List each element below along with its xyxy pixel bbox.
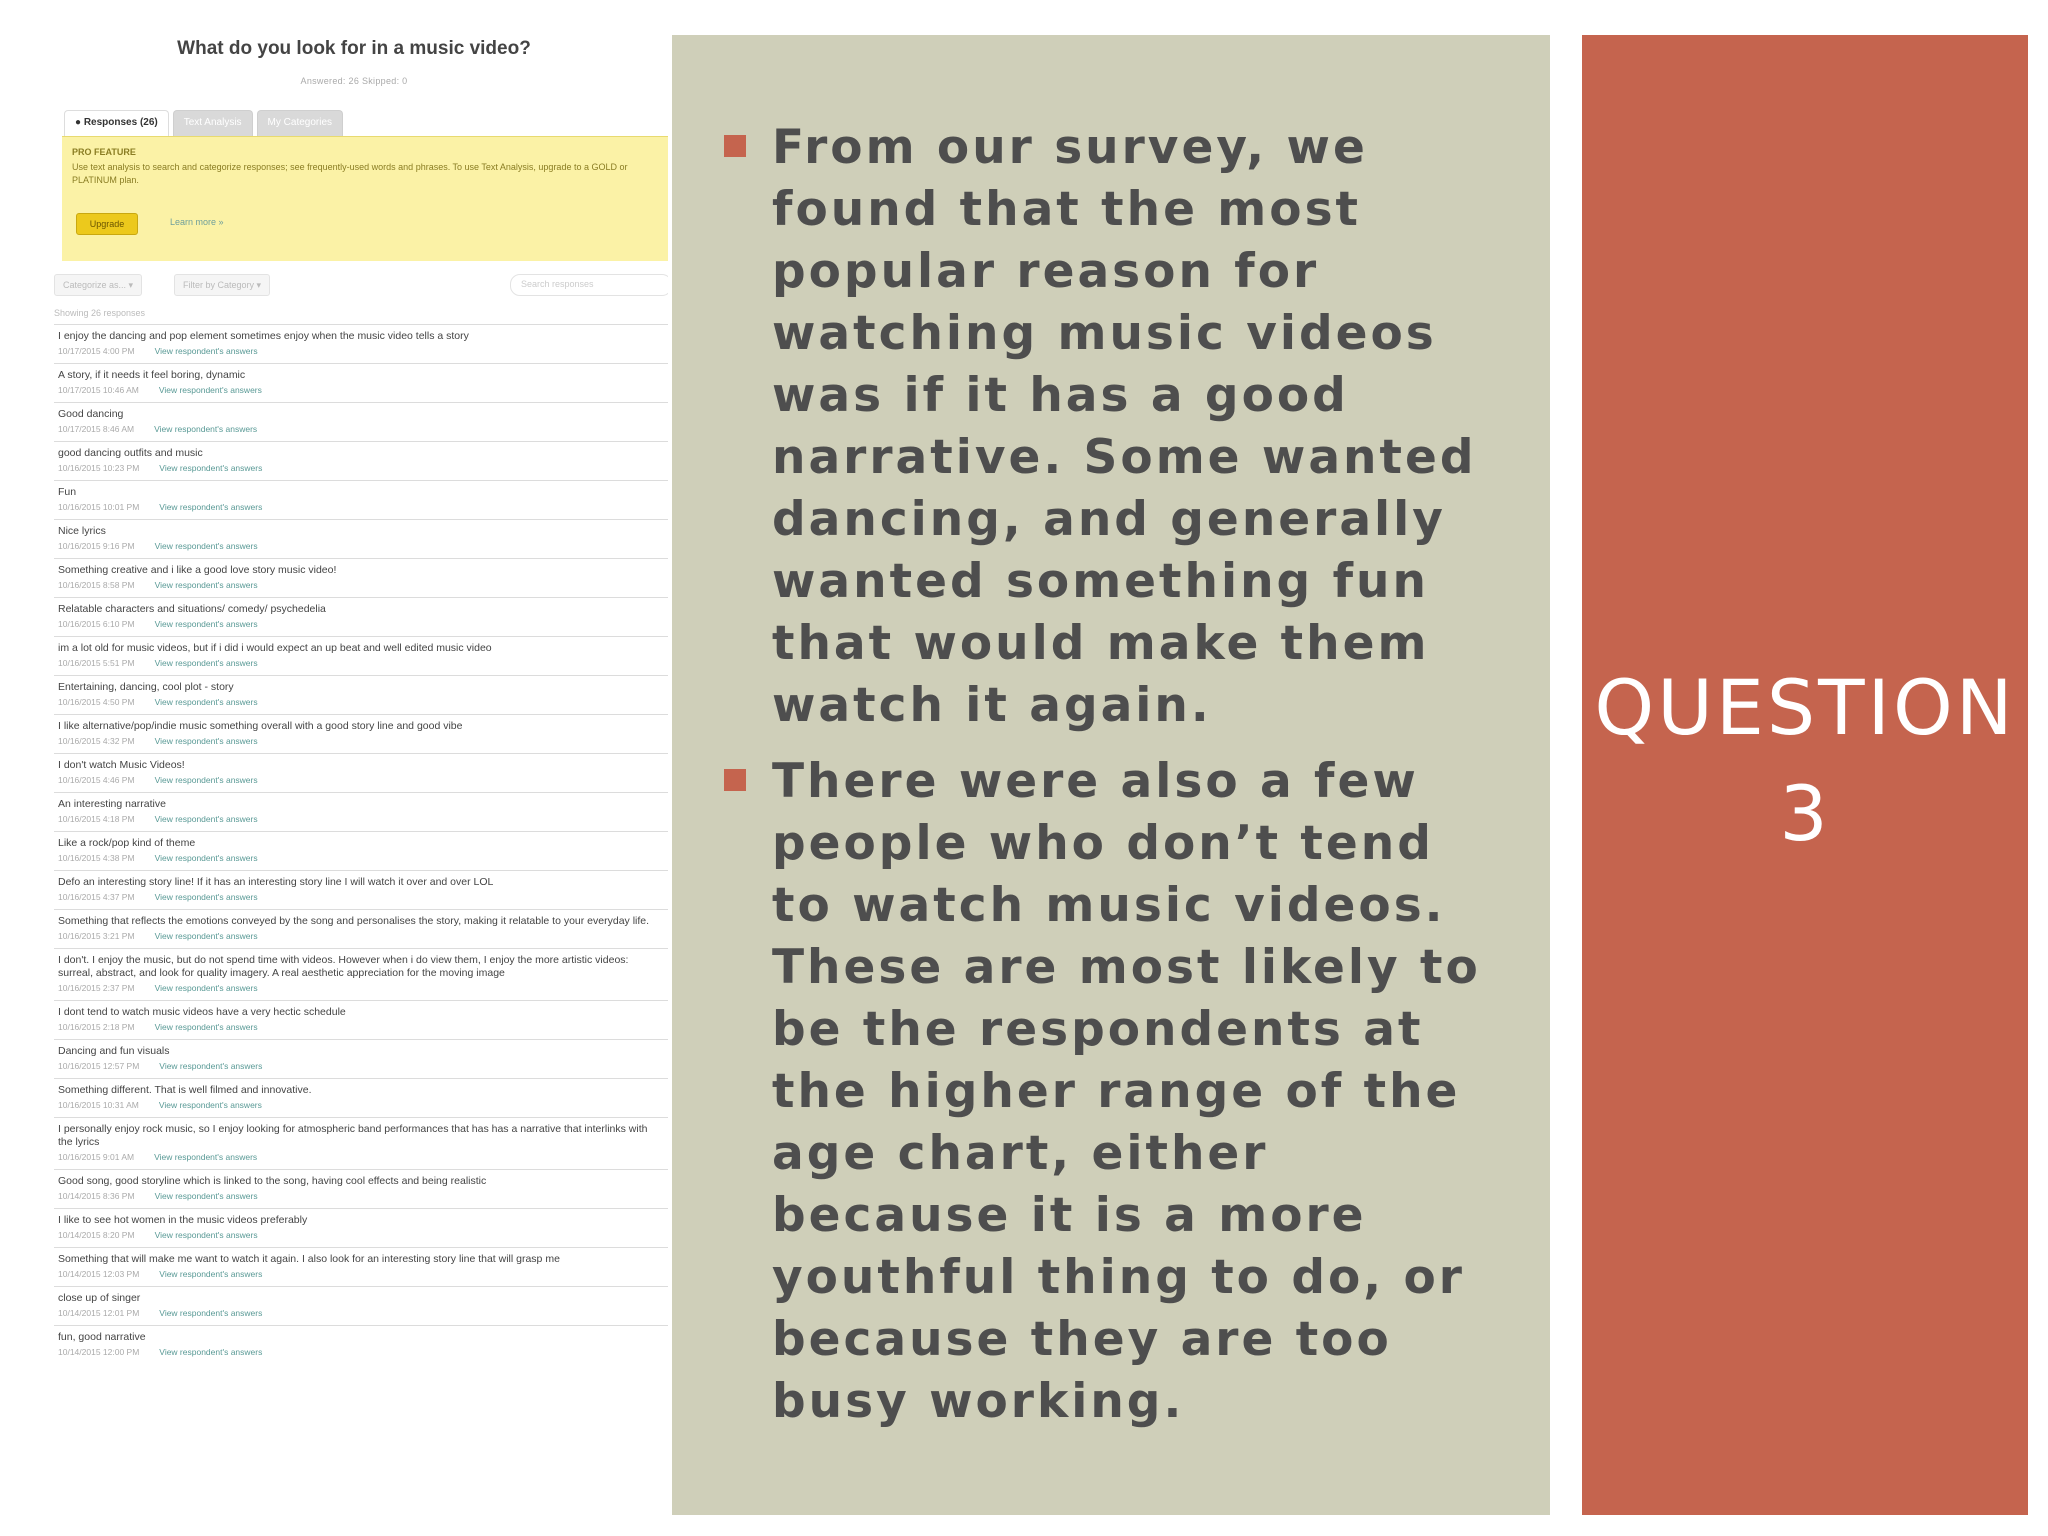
response-meta [58,1346,664,1358]
response-text: Good dancing [58,408,124,420]
response-row [54,324,668,363]
response-row [54,1247,668,1286]
response-meta [58,1060,664,1072]
response-row [54,597,668,636]
view-respondent-link[interactable]: View respondent's answers [154,931,258,941]
response-row [54,363,668,402]
view-respondent-link[interactable]: View respondent's answers [159,1269,263,1279]
view-respondent-link[interactable]: View respondent's answers [154,1152,258,1162]
view-respondent-link[interactable]: View respondent's answers [154,424,258,434]
bullet-square-icon [724,769,746,791]
response-row [54,1325,668,1364]
response-text: close up of singer [58,1292,141,1304]
slide-title: QUESTION 3 [1594,663,2016,858]
response-meta [58,891,664,903]
response-row [54,1000,668,1039]
survey-tabs [64,110,343,136]
response-meta [58,696,664,708]
response-text: I personally enjoy rock music, so I enjoy looking for atmospheric band performances that has has a narrative that interlinks with the lyrics [58,1123,648,1148]
response-row [54,831,668,870]
response-meta [58,774,664,786]
response-meta [58,735,664,747]
view-respondent-link[interactable]: View respondent's answers [159,1061,263,1071]
pro-feature-banner [62,136,668,261]
view-respondent-link[interactable]: View respondent's answers [159,1308,263,1318]
view-respondent-link[interactable]: View respondent's answers [158,1100,262,1110]
response-text: Something that will make me want to watch it again. I also look for an interesting story line that will grasp me [58,1253,560,1265]
response-date: 10/14/2015 12:00 PM [58,1347,140,1357]
response-row [54,870,668,909]
response-meta [58,813,664,825]
response-row [54,636,668,675]
response-text: I don't. I enjoy the music, but do not spend time with videos. However when i do view them, I enjoy the more artistic videos: surreal, abstract, and look for quality imagery. A real aesthetic appreciation for the moving image [58,954,629,979]
view-respondent-link[interactable]: View respondent's answers [154,697,258,707]
tab-my-categories[interactable]: My Categories [257,110,343,136]
response-date: 10/16/2015 4:32 PM [58,736,135,746]
view-respondent-link[interactable]: View respondent's answers [154,1022,258,1032]
response-row [54,441,668,480]
view-respondent-link[interactable]: View respondent's answers [159,463,263,473]
response-text: fun, good narrative [58,1331,146,1343]
title-panel [1582,35,2028,1515]
response-date: 10/16/2015 10:31 AM [58,1100,139,1110]
response-meta [58,1307,664,1319]
response-date: 10/14/2015 8:20 PM [58,1230,135,1240]
response-date: 10/16/2015 4:38 PM [58,853,135,863]
bullet-list [772,117,1532,1447]
response-date: 10/16/2015 4:18 PM [58,814,135,824]
view-respondent-link[interactable]: View respondent's answers [154,1230,258,1240]
response-text: Defo an interesting story line! If it has an interesting story line I will watch it over and over LOL [58,876,494,888]
response-date: 10/16/2015 10:01 PM [58,502,140,512]
response-text: I enjoy the dancing and pop element sometimes enjoy when the music video tells a story [58,330,469,342]
view-respondent-link[interactable]: View respondent's answers [159,502,263,512]
response-row [54,792,668,831]
response-date: 10/16/2015 8:58 PM [58,580,135,590]
response-meta [58,579,664,591]
response-row [54,714,668,753]
response-meta [58,1268,664,1280]
view-respondent-link[interactable]: View respondent's answers [154,983,258,993]
response-date: 10/17/2015 4:00 PM [58,346,135,356]
view-respondent-link[interactable]: View respondent's answers [154,541,258,551]
response-meta [58,462,664,474]
response-meta [58,982,664,994]
response-row [54,753,668,792]
view-respondent-link[interactable]: View respondent's answers [154,736,258,746]
response-meta [58,1151,664,1163]
tab-text-analysis[interactable]: Text Analysis [173,110,253,136]
survey-screenshot [40,30,668,1510]
response-date: 10/16/2015 4:37 PM [58,892,135,902]
pro-feature-label: PRO FEATURE [72,147,136,157]
response-date: 10/16/2015 2:37 PM [58,983,135,993]
response-date: 10/17/2015 10:46 AM [58,385,139,395]
filter-by-category-dropdown[interactable]: Filter by Category ▾ [174,274,270,296]
response-date: 10/16/2015 4:46 PM [58,775,135,785]
view-respondent-link[interactable]: View respondent's answers [154,814,258,824]
response-meta [58,852,664,864]
search-placeholder: Search responses [521,279,594,289]
response-date: 10/16/2015 9:16 PM [58,541,135,551]
pro-feature-text: Use text analysis to search and categorize responses; see frequently-used words and phrases. To use Text Analysis, upgrade to a GOLD or PLATINUM plan. [72,162,628,185]
response-date: 10/16/2015 12:57 PM [58,1061,140,1071]
response-row [54,1286,668,1325]
response-text: Nice lyrics [58,525,106,537]
response-row [54,1208,668,1247]
response-text: I like to see hot women in the music videos preferably [58,1214,308,1226]
response-date: 10/16/2015 10:23 PM [58,463,140,473]
tab-responses[interactable]: ● Responses (26) [64,110,169,136]
response-text: Good song, good storyline which is linked to the song, having cool effects and being realistic [58,1175,487,1187]
content-panel [672,35,1550,1515]
view-respondent-link[interactable]: View respondent's answers [154,853,258,863]
response-date: 10/16/2015 4:50 PM [58,697,135,707]
bullet-square-icon [724,135,746,157]
response-text: Like a rock/pop kind of theme [58,837,196,849]
response-text: I like alternative/pop/indie music something overall with a good story line and good vibe [58,720,463,732]
upgrade-button[interactable]: Upgrade [76,213,138,235]
response-row [54,675,668,714]
response-row [54,909,668,948]
view-respondent-link[interactable]: View respondent's answers [154,1191,258,1201]
response-text: I don't watch Music Videos! [58,759,185,771]
response-row [54,558,668,597]
response-text: Relatable characters and situations/ comedy/ psychedelia [58,603,326,615]
response-meta [58,384,664,396]
response-meta [58,1229,664,1241]
survey-question-title: What do you look for in a music video? [177,38,531,59]
survey-stats: Answered: 26 Skipped: 0 [300,76,408,86]
response-text: Fun [58,486,77,498]
response-meta [58,657,664,669]
response-meta [58,618,664,630]
response-date: 10/16/2015 5:51 PM [58,658,135,668]
response-meta [58,345,664,357]
response-list [54,324,668,1364]
view-respondent-link[interactable]: View respondent's answers [154,619,258,629]
view-respondent-link[interactable]: View respondent's answers [154,346,258,356]
response-row [54,480,668,519]
response-text: im a lot old for music videos, but if i did i would expect an up beat and well edited music video [58,642,492,654]
bullet-item [772,117,1532,737]
view-respondent-link[interactable]: View respondent's answers [154,658,258,668]
response-text: good dancing outfits and music [58,447,203,459]
showing-count: Showing 26 responses [54,308,146,318]
response-meta [58,1190,664,1202]
bullet-text: From our survey, we found that the most popular reason for watching music videos was if it has a good narrative. Some wanted dancing, and generally wanted something fun that would make them watch it again. [772,120,1477,733]
response-row [54,1078,668,1117]
response-date: 10/14/2015 8:36 PM [58,1191,135,1201]
response-date: 10/16/2015 6:10 PM [58,619,135,629]
response-date: 10/17/2015 8:46 AM [58,424,135,434]
view-respondent-link[interactable]: View respondent's answers [159,1347,263,1357]
bullet-text: There were also a few people who don’t tend to watch music videos. These are most likely to be the respondents at the higher range of the age chart, either because it is a more youthful thing to do, or because they are too busy working. [772,754,1481,1429]
response-row [54,1117,668,1169]
response-text: Something that reflects the emotions conveyed by the song and personalises the story, making it relatable to your everyday life. [58,915,650,927]
response-text: Entertaining, dancing, cool plot - story [58,681,234,693]
search-responses-input[interactable] [510,274,668,296]
response-meta [58,1021,664,1033]
view-respondent-link[interactable]: View respondent's answers [158,385,262,395]
response-text: Something different. That is well filmed and innovative. [58,1084,312,1096]
response-meta [58,540,664,552]
learn-more-link[interactable]: Learn more » [170,217,224,227]
response-text: A story, if it needs it feel boring, dynamic [58,369,246,381]
view-respondent-link[interactable]: View respondent's answers [154,580,258,590]
response-meta [58,423,664,435]
response-date: 10/16/2015 2:18 PM [58,1022,135,1032]
response-meta [58,1099,664,1111]
view-respondent-link[interactable]: View respondent's answers [154,892,258,902]
response-meta [58,930,664,942]
view-respondent-link[interactable]: View respondent's answers [154,775,258,785]
response-date: 10/16/2015 9:01 AM [58,1152,135,1162]
response-date: 10/16/2015 3:21 PM [58,931,135,941]
response-text: Dancing and fun visuals [58,1045,170,1057]
response-text: I dont tend to watch music videos have a very hectic schedule [58,1006,346,1018]
response-row [54,948,668,1000]
response-meta [58,501,664,513]
response-row [54,1169,668,1208]
response-row [54,1039,668,1078]
response-row [54,402,668,441]
response-date: 10/14/2015 12:01 PM [58,1308,140,1318]
response-date: 10/14/2015 12:03 PM [58,1269,140,1279]
bullet-item [772,751,1532,1433]
response-text: Something creative and i like a good love story music video! [58,564,337,576]
response-text: An interesting narrative [58,798,166,810]
response-row [54,519,668,558]
categorize-dropdown[interactable]: Categorize as... ▾ [54,274,142,296]
filter-bar [54,274,668,296]
